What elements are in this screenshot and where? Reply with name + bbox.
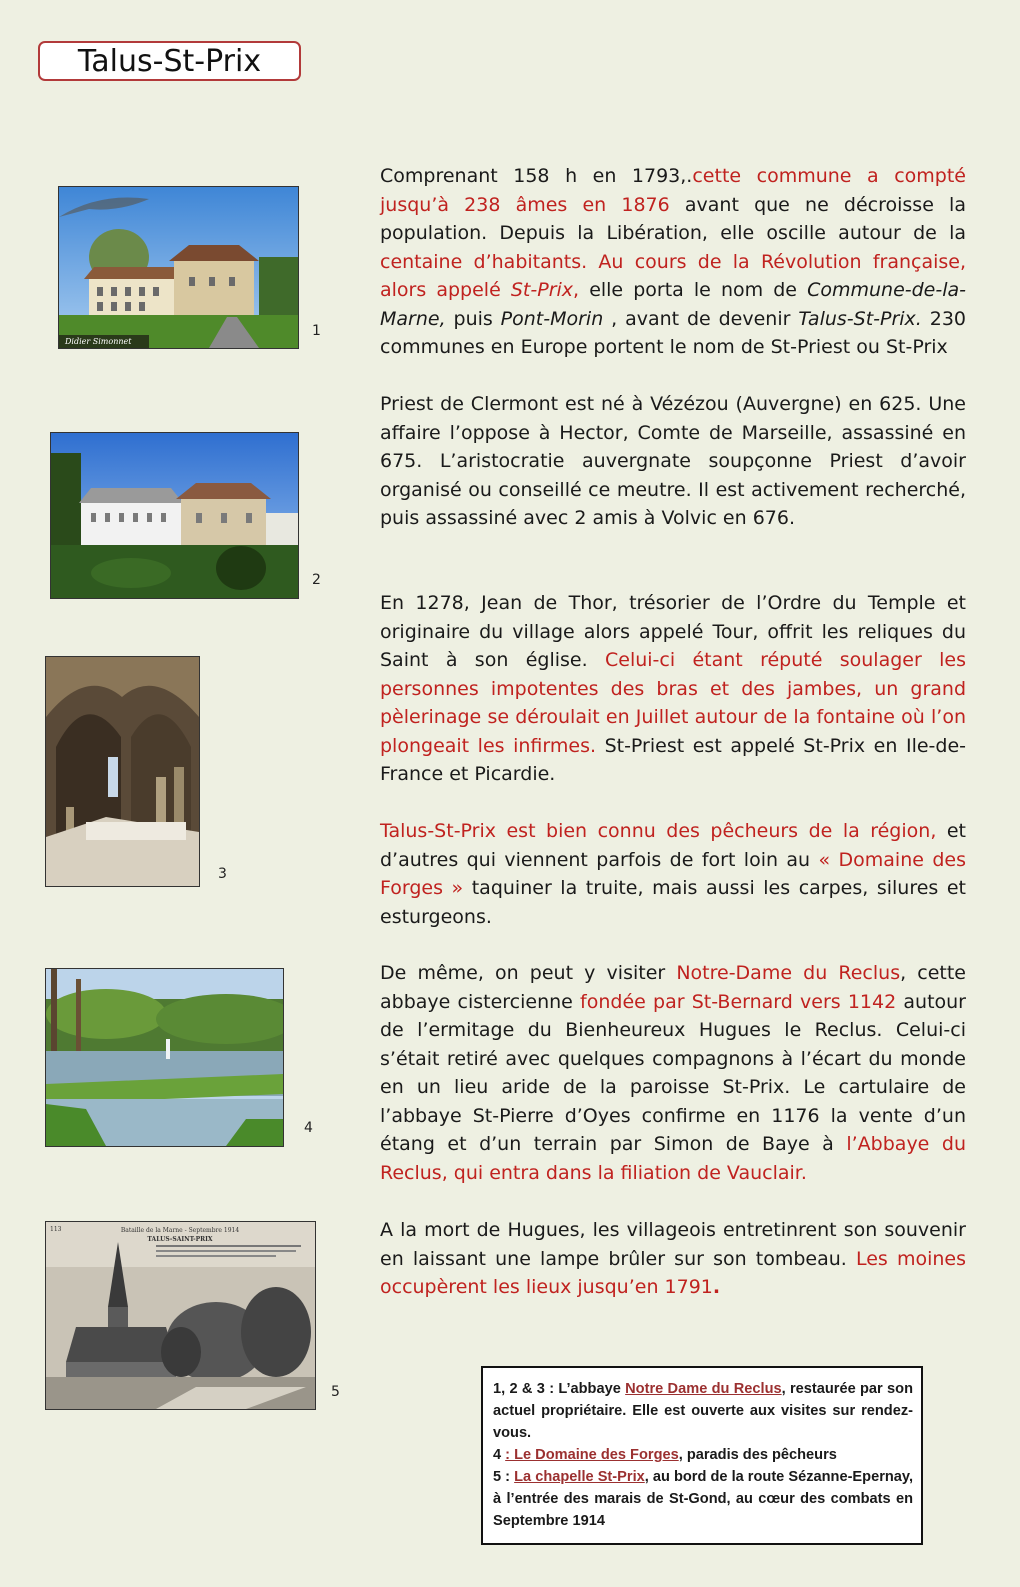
caption-line-3 — [493, 1466, 913, 1532]
caption-text: 4 — [493, 1447, 506, 1463]
caption-text: , au bord de la route Sézanne-Epernay, à l’entrée des marais de St-Gond, au cœur des combats en Septembre 1914 — [493, 1469, 913, 1529]
text-span-red-bold: . — [712, 1276, 721, 1298]
page-title: Talus-St-Prix — [77, 43, 262, 79]
photo-cloister — [45, 656, 200, 887]
figure-number-4: 4 — [304, 1120, 313, 1136]
text-span-red: , — [573, 279, 580, 301]
caption-line-2 — [493, 1444, 913, 1466]
paragraph-fishing — [380, 817, 966, 931]
caption-text: , restaurée par son actuel propriétaire. Elle est ouverte aux visites sur rendez-vous. — [493, 1381, 913, 1441]
caption-box — [481, 1366, 923, 1545]
figure-number-2: 2 — [312, 572, 321, 588]
text-span-red: « Domaine des Forges » — [380, 848, 966, 899]
figure-number-5: 5 — [331, 1384, 340, 1400]
text-span: elle porta le nom de — [579, 279, 808, 301]
text-span-red: fondée par St-Bernard vers 1142 — [580, 990, 897, 1013]
photo-pond — [45, 968, 284, 1147]
caption-text: 1, 2 & 3 : L’abbaye — [493, 1381, 626, 1397]
paragraph-priest: Priest de Clermont est né à Vézézou (Auvergne) en 625. Une affaire l’oppose à Hector, Comte de Marseille, assassiné en 675. L’aristocratie auvergnate soupçonne Priest d’avoir organisé ou conseillé ce meutre. Il est activement recherché, puis assassiné avec 2 amis à Volvic en 676. — [380, 393, 966, 529]
caption-line-1 — [493, 1378, 913, 1444]
photo-abbey-buildings — [50, 432, 299, 599]
photo-chateau-road — [58, 186, 299, 349]
page-title-box — [38, 41, 301, 81]
text-span: taquiner la truite, mais aussi les carpes, silures et esturgeons. — [380, 877, 966, 928]
link-notre-dame-du-reclus[interactable]: Notre Dame du Reclus — [625, 1381, 782, 1397]
text-span: St-Priest est appelé St-Prix en Ile-de-France et Picardie. — [380, 734, 967, 785]
link-chapelle-st-prix[interactable]: La chapelle St-Prix — [514, 1469, 645, 1485]
text-span-red: Notre-Dame du Reclus — [676, 962, 901, 984]
text-span: A la mort de Hugues, les villageois entretinrent son souvenir en laissant une lampe brûler sur son tombeau. — [380, 1219, 966, 1270]
text-span: et d’autres qui viennent parfois de fort loin au — [380, 820, 966, 871]
text-span: En 1278, Jean de Thor, trésorier de l’Ordre du Temple et originaire du village alors appelé Tour, offrit les reliques du Saint à son église. — [380, 592, 966, 671]
postcard-place: TALUS-SAINT-PRIX — [147, 1236, 213, 1243]
text-span: De même, on peut y visiter — [380, 962, 677, 984]
text-span: , cette abbaye cistercienne — [380, 962, 966, 1013]
figure-number-3: 3 — [218, 866, 227, 882]
caption-text: 5 : — [493, 1469, 515, 1485]
text-span: Comprenant 158 h en 1793,. — [380, 165, 693, 187]
text-span-red: l’Abbaye du Reclus, qui entra dans la filiation de Vauclair. — [380, 1133, 966, 1184]
text-span-italic: Commune-de-la-Marne, — [380, 279, 966, 330]
paragraph-hugues — [380, 1216, 966, 1302]
text-span-red: Celui-ci étant réputé soulager les personnes impotentes des bras et des jambes, un grand pèlerinage se déroulait en Juillet autour de la fontaine où l’on plongeait les infirmes. — [380, 649, 966, 757]
text-span: autour de l’ermitage du Bienheureux Hugues le Reclus. Celui-ci s’était retiré avec quelques compagnons à l’écart du monde en un lieu aride de la paroisse St-Prix. Le cartulaire de l’abbaye St-Pierre d’Oyes confirme en 1176 la vente d’un étang et d’un terrain par Simon de Baye à — [380, 990, 966, 1155]
figure-number-1: 1 — [312, 323, 321, 339]
text-span: , avant de devenir — [603, 307, 799, 330]
text-span: 230 communes en Europe portent le nom de St-Priest ou St-Prix — [380, 307, 966, 358]
text-span: puis — [445, 307, 501, 330]
text-span-red-italic: St-Prix — [510, 279, 574, 301]
paragraph-relics — [380, 589, 966, 789]
photo-chapel-postcard — [45, 1221, 316, 1410]
text-span-italic: Pont-Morin — [500, 307, 604, 330]
text-span-red: Les moines occupèrent les lieux jusqu’en 1791 — [380, 1247, 966, 1298]
text-span-red: Talus-St-Prix est bien connu des pêcheurs de la région, — [380, 820, 937, 842]
photo-signature: Didier Simonnet — [65, 337, 132, 346]
text-span-red: centaine d’habitants. Au cours de la Révolution française, alors appelé — [380, 250, 966, 301]
caption-text: , paradis des pêcheurs — [678, 1447, 837, 1463]
postcard-header: Bataille de la Marne - Septembre 1914 — [120, 1227, 240, 1234]
postcard-number: 113 — [50, 1226, 62, 1233]
text-span-red: cette commune a compté jusqu’à 238 âmes en 1876 — [380, 165, 966, 216]
link-domaine-des-forges[interactable]: : Le Domaine des Forges — [505, 1447, 679, 1463]
text-span: avant que ne décroisse la population. Depuis la Libération, elle oscille autour de la — [380, 193, 966, 244]
paragraph-abbey — [380, 959, 966, 1187]
text-span-italic: Talus-St-Prix. — [798, 307, 922, 330]
paragraph-history — [380, 162, 966, 362]
